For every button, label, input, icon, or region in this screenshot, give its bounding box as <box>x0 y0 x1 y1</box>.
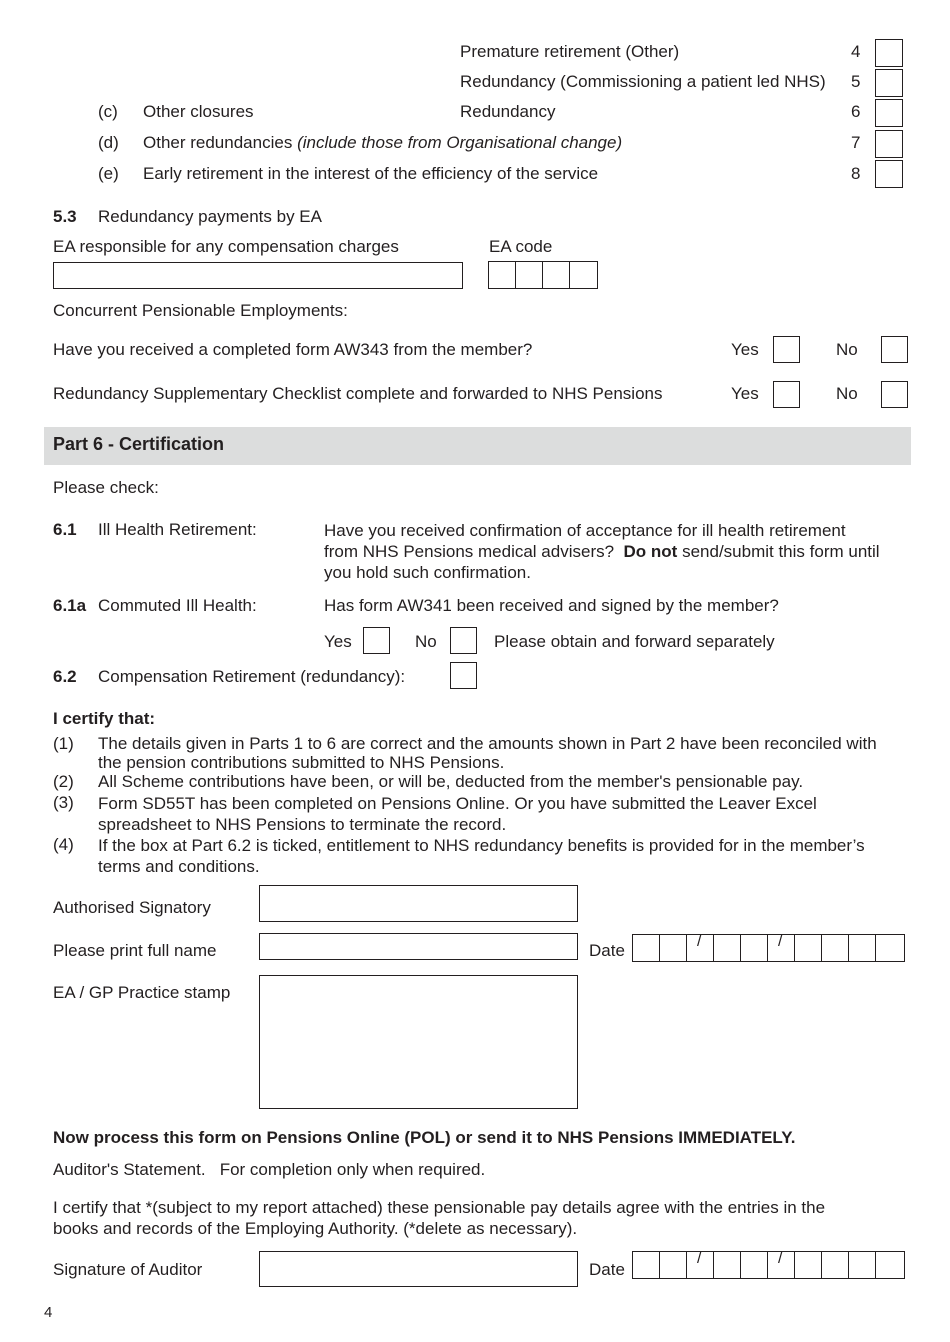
stamp-box[interactable] <box>259 975 578 1109</box>
reason-redundancy: Redundancy <box>460 102 556 121</box>
checkbox-code-6[interactable] <box>875 99 903 127</box>
reason-redundancy-commissioning: Redundancy (Commissioning a patient led NHS) <box>460 72 826 91</box>
code-7: 7 <box>851 133 861 152</box>
checkbox-code-8[interactable] <box>875 160 903 188</box>
date-separator: / <box>697 933 702 950</box>
checklist-no-label: No <box>836 384 858 403</box>
section-6-1-text <box>324 520 884 583</box>
ea-responsible-input[interactable] <box>53 262 463 289</box>
certify-item-text: The details given in Parts 1 to 6 are correct and the amounts shown in Part 2 have been reconciled with the pension contributions submitted to NHS Pensions. <box>98 734 877 772</box>
date-cell[interactable] <box>687 935 714 961</box>
process-notice: Now process this form on Pensions Online (POL) or send it to NHS Pensions IMMEDIATELY. <box>53 1128 796 1147</box>
authorised-signatory-input[interactable] <box>259 885 578 922</box>
please-check-label: Please check: <box>53 478 159 497</box>
auditor-signature-label: Signature of Auditor <box>53 1260 203 1279</box>
date-cell[interactable] <box>768 935 795 961</box>
section-6-1a-no-checkbox[interactable] <box>450 627 477 654</box>
date-separator: / <box>778 1250 783 1267</box>
code-8: 8 <box>851 164 861 183</box>
certify-heading: I certify that: <box>53 709 156 728</box>
label-other-redundancies-text: Other redundancies <box>143 133 293 152</box>
checkbox-code-4[interactable] <box>875 39 903 67</box>
date-cell[interactable] <box>822 1252 849 1278</box>
row-letter-c: (c) <box>98 102 118 121</box>
aw343-no-checkbox[interactable] <box>881 336 908 363</box>
section-6-1-text-a: Have you received confirmation of acceptance for ill health retirement from NHS Pensions medical advisers? <box>324 521 846 561</box>
section-6-1-do-not: Do not <box>623 542 678 561</box>
section-6-1a-note: Please obtain and forward separately <box>494 632 775 651</box>
ea-code-cell[interactable] <box>489 262 516 288</box>
print-name-input[interactable] <box>259 933 578 960</box>
date-cell[interactable] <box>849 1252 876 1278</box>
date-cell[interactable] <box>822 935 849 961</box>
section-6-1a-label: Commuted Ill Health: <box>98 596 257 615</box>
code-5: 5 <box>851 72 861 91</box>
certify-item-text: All Scheme contributions have been, or will be, deducted from the member's pensionable pay. <box>98 772 804 791</box>
ea-code-cell[interactable] <box>543 262 570 288</box>
page-number: 4 <box>44 1304 53 1321</box>
label-other-closures: Other closures <box>143 102 254 121</box>
certify-item-text: If the box at Part 6.2 is ticked, entitlement to NHS redundancy benefits is provided for in the member’s terms and conditions. <box>98 836 865 876</box>
section-6-1a-no-label: No <box>415 632 437 651</box>
certify-item-number: (2) <box>53 772 74 791</box>
certify-item-number: (4) <box>53 835 74 854</box>
auditor-date-input[interactable] <box>632 1251 905 1279</box>
section-5-3-number: 5.3 <box>53 207 77 226</box>
date-cell[interactable] <box>633 1252 660 1278</box>
concurrent-employments-label: Concurrent Pensionable Employments: <box>53 301 348 320</box>
date-cell[interactable] <box>687 1252 714 1278</box>
auditor-date-label: Date <box>589 1260 625 1279</box>
date-cell[interactable] <box>741 1252 768 1278</box>
ea-code-label: EA code <box>489 237 553 256</box>
certify-item-text: Form SD55T has been completed on Pensions Online. Or you have submitted the Leaver Excel spreadsheet to NHS Pensions to terminate the record. <box>98 794 817 834</box>
section-6-1-text-b: send/submit this form until you hold such confirmation. <box>324 542 880 582</box>
section-6-1a-number: 6.1a <box>53 596 87 615</box>
auditor-statement: Auditor's Statement. For completion only when required. <box>53 1160 486 1179</box>
date-cell[interactable] <box>795 935 822 961</box>
ea-code-input[interactable] <box>488 261 598 289</box>
label-other-redundancies <box>143 133 622 153</box>
certify-item-number: (1) <box>53 734 74 753</box>
certify-item-number: (3) <box>53 793 74 812</box>
date-cell[interactable] <box>741 935 768 961</box>
date-input[interactable] <box>632 934 905 962</box>
aw343-yes-checkbox[interactable] <box>773 336 800 363</box>
ea-responsible-label: EA responsible for any compensation charges <box>53 237 399 256</box>
date-cell[interactable] <box>633 935 660 961</box>
date-cell[interactable] <box>714 1252 741 1278</box>
date-cell[interactable] <box>768 1252 795 1278</box>
aw343-question: Have you received a completed form AW343 from the member? <box>53 340 533 359</box>
reason-premature-retirement: Premature retirement (Other) <box>460 42 680 61</box>
aw343-yes-label: Yes <box>731 340 759 359</box>
stamp-label: EA / GP Practice stamp <box>53 983 231 1002</box>
section-6-1-number: 6.1 <box>53 520 77 539</box>
part-6-heading: Part 6 - Certification <box>53 434 225 454</box>
section-6-1a-yes-checkbox[interactable] <box>363 627 390 654</box>
date-cell[interactable] <box>849 935 876 961</box>
date-separator: / <box>778 933 783 950</box>
section-6-2-checkbox[interactable] <box>450 662 477 689</box>
section-5-3-title: Redundancy payments by EA <box>98 207 322 226</box>
authorised-signatory-label: Authorised Signatory <box>53 898 211 917</box>
date-cell[interactable] <box>660 1252 687 1278</box>
date-cell[interactable] <box>795 1252 822 1278</box>
label-other-redundancies-note: (include those from Organisational change) <box>297 133 623 152</box>
checklist-question: Redundancy Supplementary Checklist complete and forwarded to NHS Pensions <box>53 384 663 403</box>
row-letter-e: (e) <box>98 164 119 183</box>
section-6-1-label: Ill Health Retirement: <box>98 520 257 539</box>
auditor-signature-input[interactable] <box>259 1251 578 1287</box>
code-4: 4 <box>851 42 861 61</box>
checkbox-code-5[interactable] <box>875 69 903 97</box>
checklist-no-checkbox[interactable] <box>881 381 908 408</box>
section-6-2-label: Compensation Retirement (redundancy): <box>98 667 406 686</box>
section-6-1a-yes-label: Yes <box>324 632 352 651</box>
auditor-certify-text: I certify that *(subject to my report attached) these pensionable pay details agree with the entries in the books and records of the Employing Authority. (*delete as necessary). <box>53 1198 826 1238</box>
date-cell[interactable] <box>660 935 687 961</box>
row-letter-d: (d) <box>98 133 119 152</box>
label-early-retirement: Early retirement in the interest of the efficiency of the service <box>143 164 599 183</box>
date-separator: / <box>697 1250 702 1267</box>
checklist-yes-label: Yes <box>731 384 759 403</box>
print-name-label: Please print full name <box>53 941 217 960</box>
aw343-no-label: No <box>836 340 858 359</box>
ea-code-cell[interactable] <box>516 262 543 288</box>
code-6: 6 <box>851 102 861 121</box>
checklist-yes-checkbox[interactable] <box>773 381 800 408</box>
date-label: Date <box>589 941 625 960</box>
date-cell[interactable] <box>714 935 741 961</box>
section-6-2-number: 6.2 <box>53 667 77 686</box>
section-6-1a-question: Has form AW341 been received and signed by the member? <box>324 596 779 615</box>
checkbox-code-7[interactable] <box>875 130 903 158</box>
